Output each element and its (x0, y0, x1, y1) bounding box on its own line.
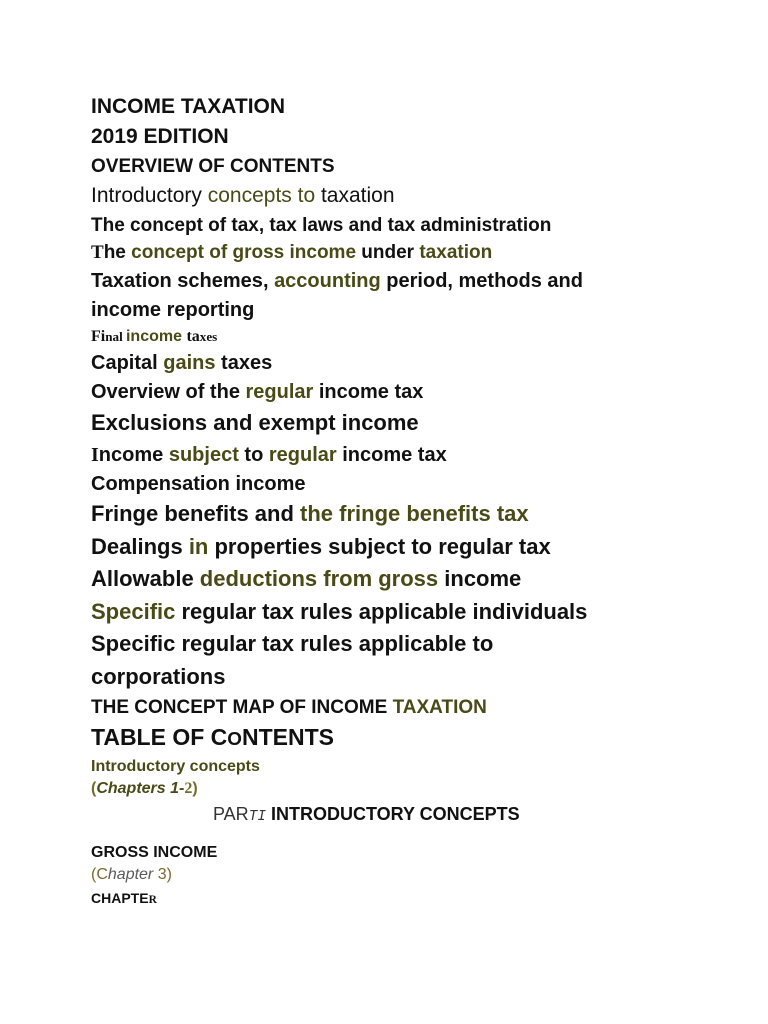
overview-item-specific-corp-line1: Specific regular tax rules applicable to (91, 631, 494, 656)
toc-heading: TABLE OF CONTENTS (91, 724, 334, 750)
chapter-3-label: (Chapter 3) (91, 866, 172, 883)
overview-item-schemes-line2: income reporting (91, 299, 255, 321)
gross-income-heading: GROSS INCOME (91, 844, 218, 861)
overview-item-capital-gains: Capital gains taxes (91, 352, 273, 374)
overview-item-deductions: Allowable deductions from gross income (91, 566, 522, 591)
overview-item-dealings: Dealings in properties subject to regular tax (91, 534, 551, 559)
overview-item-final-taxes: Final income taxes (91, 328, 218, 345)
overview-item-fringe: Fringe benefits and the fringe benefits tax (91, 501, 529, 526)
edition-label: 2019 EDITION (91, 125, 229, 148)
chapter-label: CHAPTER (91, 890, 157, 906)
chapters-1-2-label: (Chapters 1-2) (91, 780, 198, 797)
overview-heading: OVERVIEW OF CONTENTS (91, 156, 335, 177)
overview-item-specific-corp-line2: corporations (91, 664, 226, 689)
document-title: INCOME TAXATION (91, 95, 286, 118)
overview-item-intro: Introductory concepts to taxation (91, 184, 395, 207)
overview-item-subject-regular: Income subject to regular income tax (91, 444, 447, 466)
overview-item-specific-individuals: Specific regular tax rules applicable individuals (91, 599, 588, 624)
part1-heading: PARTI INTRODUCTORY CONCEPTS (213, 804, 520, 825)
overview-item-exclusions: Exclusions and exempt income (91, 410, 419, 435)
overview-item-schemes-line1: Taxation schemes, accounting period, methods and (91, 270, 583, 292)
overview-item-compensation: Compensation income (91, 473, 306, 495)
intro-concepts-label: Introductory concepts (91, 758, 260, 775)
overview-item-gross-income: The concept of gross income under taxation (91, 242, 493, 263)
overview-item-tax-concept: The concept of tax, tax laws and tax administration (91, 215, 552, 236)
overview-item-regular-tax: Overview of the regular income tax (91, 381, 424, 403)
concept-map-heading: THE CONCEPT MAP OF INCOME TAXATION (91, 697, 487, 718)
